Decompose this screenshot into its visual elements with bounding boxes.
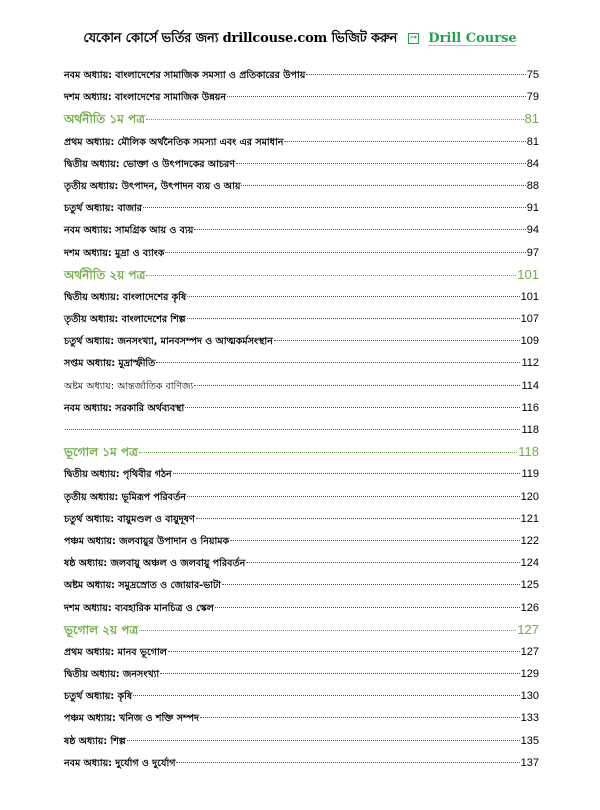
dot-leader <box>143 207 526 208</box>
toc-page-number: 101 <box>520 290 539 303</box>
toc-entry[interactable] <box>64 86 539 108</box>
toc-entry[interactable] <box>64 153 539 175</box>
dot-leader <box>222 584 520 585</box>
toc-entry[interactable] <box>64 707 539 729</box>
toc-section-heading[interactable] <box>64 619 539 641</box>
toc-page-number: 133 <box>520 712 539 725</box>
toc-entry[interactable] <box>64 219 539 241</box>
toc-entry[interactable] <box>64 685 539 707</box>
dot-leader <box>156 362 520 363</box>
toc-entry[interactable] <box>64 242 539 264</box>
toc-entry[interactable] <box>64 419 539 441</box>
toc-page-number: 109 <box>520 335 539 348</box>
dot-leader <box>185 407 520 408</box>
toc-entry[interactable] <box>64 175 539 197</box>
toc-label: নবম অধ্যায়: দুর্যোগ ও দুর্যোগ <box>64 757 176 769</box>
dot-leader <box>215 607 520 608</box>
toc-label: দ্বিতীয় অধ্যায়: ভোক্তা ও উৎপাদকের আচরণ <box>64 158 236 170</box>
toc-label: নবম অধ্যায়: সামগ্রিক আয় ও ব্যয় <box>64 225 194 237</box>
toc-page-number: 124 <box>520 557 539 570</box>
dot-leader <box>160 673 519 674</box>
toc-entry[interactable] <box>64 286 539 308</box>
toc-page-number: 114 <box>521 379 539 392</box>
toc-entry[interactable] <box>64 641 539 663</box>
dot-leader <box>230 540 520 541</box>
toc-page-number: 130 <box>520 690 539 703</box>
toc-label: তৃতীয় অধ্যায়: বাংলাদেশের শিল্প <box>64 314 186 326</box>
toc-entry[interactable] <box>64 463 539 485</box>
toc-label: পঞ্চম অধ্যায়: খনিজ ও শক্তি সম্পদ <box>64 713 199 725</box>
dot-leader <box>227 96 526 97</box>
toc-page-number: 127 <box>517 621 539 637</box>
toc-page-number: 118 <box>518 444 539 460</box>
toc-page-number: 120 <box>520 490 539 503</box>
toc-entry[interactable] <box>64 730 539 752</box>
toc-page-number: 127 <box>520 645 539 658</box>
toc-page-number: 129 <box>520 668 539 681</box>
toc-page-number: 116 <box>521 401 539 414</box>
dot-leader <box>176 762 519 763</box>
toc-entry[interactable] <box>64 197 539 219</box>
toc-page-number: 122 <box>520 534 539 547</box>
toc-page-number: 107 <box>520 313 539 326</box>
toc-label: চতুর্থ অধ্যায়: বাজার <box>64 203 143 215</box>
toc-label: দশম অধ্যায়: মুদ্রা ও ব্যাংক <box>64 247 165 259</box>
toc-label: ষষ্ঠ অধ্যায়: শিল্প <box>64 735 126 747</box>
toc-label: অর্থনীতি ২য় পত্র <box>64 267 146 282</box>
toc-entry[interactable] <box>64 131 539 153</box>
dot-leader <box>194 385 520 386</box>
toc-page-number: 137 <box>520 756 539 769</box>
dot-leader <box>146 119 524 120</box>
dot-leader <box>139 452 517 453</box>
dot-leader <box>139 630 516 631</box>
toc-page-number: 94 <box>526 224 539 237</box>
page-header-banner <box>0 29 600 50</box>
dot-leader <box>127 740 520 741</box>
toc-page-number: 91 <box>526 202 539 215</box>
toc-page-number: 81 <box>524 111 539 127</box>
toc-label: দশম অধ্যায়: বাংলাদেশের সামাজিক উন্নয়ন <box>64 92 227 104</box>
toc-label: প্রথম অধ্যায়: মানব ভূগোল <box>64 646 167 658</box>
dot-leader <box>187 496 520 497</box>
toc-entry[interactable] <box>64 352 539 374</box>
dot-leader <box>196 518 520 519</box>
toc-label: নবম অধ্যায়: বাংলাদেশের সামাজিক সমস্যা ও প্রতিকারের উপায় <box>64 70 306 81</box>
toc-entry[interactable] <box>64 574 539 596</box>
brand-link[interactable]: Drill Course <box>428 31 517 46</box>
toc-label: চতুর্থ অধ্যায়: বায়ুমণ্ডল ও বায়ুদূষণ <box>64 513 195 525</box>
toc-label: পঞ্চম অধ্যায়: জলবায়ুর উপাদান ও নিয়ামক <box>64 535 230 547</box>
dot-leader <box>194 229 525 230</box>
toc-entry[interactable] <box>64 397 539 419</box>
toc-label: চতুর্থ অধ্যায়: কৃষি <box>64 691 133 703</box>
dot-leader <box>187 318 520 319</box>
toc-page-number: 112 <box>521 357 539 370</box>
toc-page-number: 119 <box>521 468 539 481</box>
toc-entry[interactable] <box>64 752 539 774</box>
dot-leader <box>165 252 525 253</box>
banner-text: যেকোন কোর্সে ভর্তির জন্য drillcouse.com ভিজিট করুন <box>83 31 398 46</box>
dot-leader <box>306 74 525 75</box>
toc-label: ভূগোল ২য় পত্র <box>64 622 139 637</box>
toc-entry[interactable] <box>64 375 539 397</box>
dot-leader <box>236 163 526 164</box>
toc-label: ভূগোল ১ম পত্র <box>64 445 138 460</box>
toc-page-number: 88 <box>526 179 539 192</box>
dot-leader <box>65 429 520 430</box>
dot-leader <box>246 562 519 563</box>
toc-page-number: 84 <box>526 157 539 170</box>
toc-label: তৃতীয় অধ্যায়: উৎপাদন, উৎপাদন ব্যয় ও আয় <box>64 180 241 192</box>
toc-page-number: 121 <box>520 512 539 525</box>
toc-entry[interactable] <box>64 508 539 530</box>
toc-page-number: 97 <box>526 246 539 259</box>
toc-label: সপ্তম অধ্যায়: মুদ্রাস্ফীতি <box>64 358 156 370</box>
toc-page-number: 125 <box>520 579 539 592</box>
toc-label: নবম অধ্যায়: সরকারি অর্থব্যবস্থা <box>64 402 185 414</box>
dot-leader <box>187 296 519 297</box>
dot-leader <box>133 695 520 696</box>
dot-leader <box>146 275 516 276</box>
toc-label: অষ্টম অধ্যায়: আন্তর্জাতিক বাণিজ্য <box>64 380 194 392</box>
dot-leader <box>173 473 521 474</box>
toc-label: প্রথম অধ্যায়: মৌলিক অর্থনৈতিক সমস্যা এবং এর সমাধান <box>64 136 284 148</box>
toc-label: অষ্টম অধ্যায়: সমুদ্রস্রোত ও জোয়ার-ভাটা <box>64 580 221 592</box>
toc-page-number: 126 <box>520 601 539 614</box>
toc-label: দ্বিতীয় অধ্যায়: বাংলাদেশের কৃষি <box>64 291 187 303</box>
dot-leader <box>274 340 520 341</box>
toc-section-heading[interactable] <box>64 108 539 130</box>
dot-leader <box>200 717 520 718</box>
toc-page-number: 75 <box>526 69 539 81</box>
enter-arrow-icon <box>408 33 419 44</box>
toc-page-number: 118 <box>521 424 539 436</box>
toc-entry[interactable] <box>64 530 539 552</box>
toc-page-number: 81 <box>526 135 539 148</box>
toc-page-number: 79 <box>526 91 539 104</box>
toc-label: দ্বিতীয় অধ্যায়: জনসংখ্যা <box>64 669 160 681</box>
toc-entry[interactable] <box>64 552 539 574</box>
dot-leader <box>168 651 520 652</box>
toc-entry[interactable] <box>64 597 539 619</box>
toc-page-number: 101 <box>517 266 539 282</box>
toc-label: চতুর্থ অধ্যায়: জনসংখ্যা, মানবসম্পদ ও আত্মকর্মসংস্থান <box>64 336 273 348</box>
toc-entry[interactable] <box>64 663 539 685</box>
toc-entry[interactable] <box>64 330 539 352</box>
toc-entry[interactable] <box>64 308 539 330</box>
table-of-contents <box>64 64 539 774</box>
toc-label: ষষ্ঠ অধ্যায়: জলবায়ু অঞ্চল ও জলবায়ু পরিবর্তন <box>64 558 246 570</box>
toc-entry[interactable] <box>64 64 539 86</box>
toc-section-heading[interactable] <box>64 264 539 286</box>
toc-label: দ্বিতীয় অধ্যায়: পৃথিবীর গঠন <box>64 469 172 481</box>
dot-leader <box>284 141 525 142</box>
toc-label: তৃতীয় অধ্যায়: ভূমিরূপ পরিবর্তন <box>64 491 186 503</box>
toc-section-heading[interactable] <box>64 441 539 463</box>
toc-label: অর্থনীতি ১ম পত্র <box>64 112 145 127</box>
toc-page-number: 135 <box>520 734 539 747</box>
toc-entry[interactable] <box>64 486 539 508</box>
toc-label: দশম অধ্যায়: ব্যবহারিক মানচিত্র ও স্কেল <box>64 602 214 614</box>
dot-leader <box>241 185 525 186</box>
